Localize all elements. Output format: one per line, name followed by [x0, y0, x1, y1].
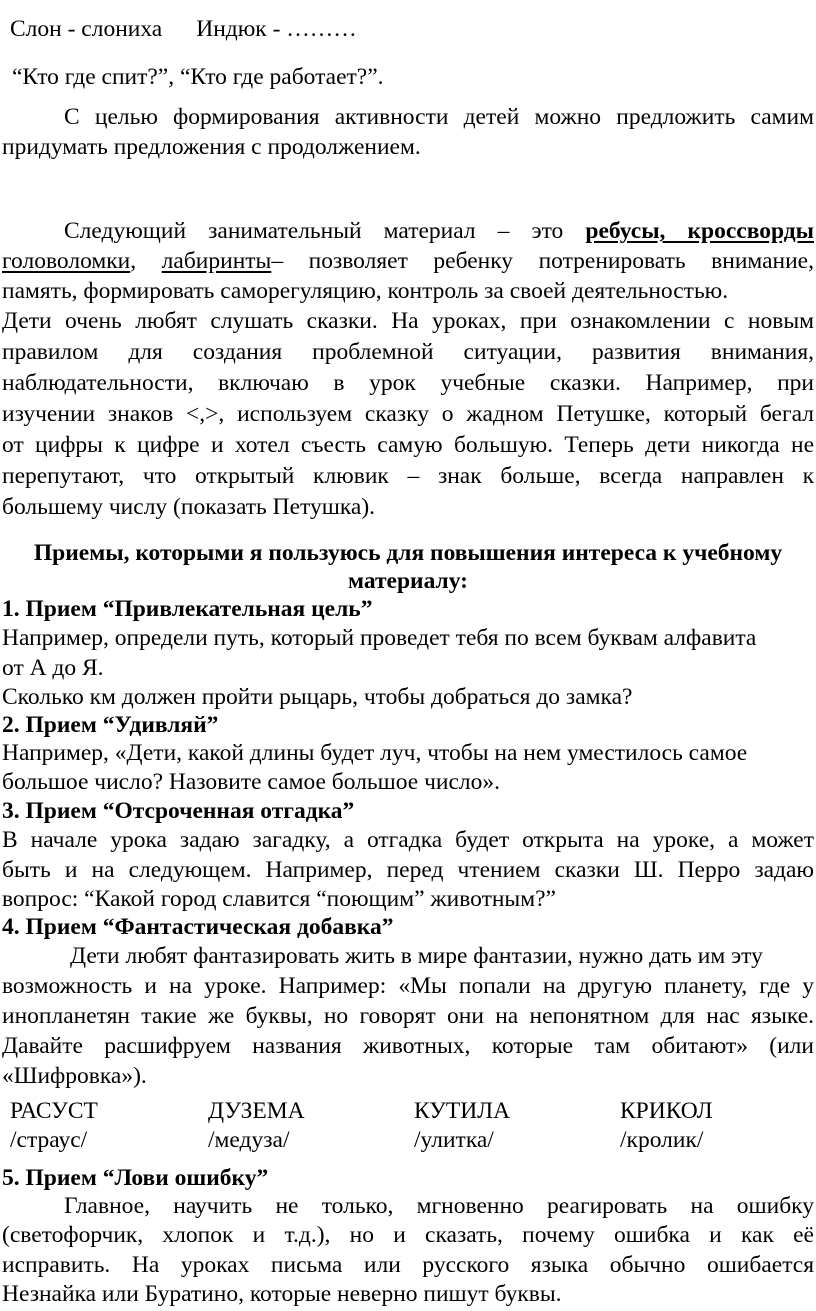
cipher-answer: /улитка/ [414, 1127, 494, 1153]
paragraph-line: быть и на следующем. Например, перед чтением сказки Ш. Перро задаю [2, 857, 814, 883]
underlined-term: головоломки [2, 248, 131, 274]
paragraph-line: Например, определи путь, который проведет тебя по всем буквам алфавита [2, 625, 757, 651]
paragraph-line: от цифры к цифре и хотел съесть самую большую. Теперь дети никогда не [2, 432, 814, 458]
paragraph-line: большое число? Назовите самое большое число». [2, 769, 500, 795]
paragraph-line: (светофорчик, хлопок и т.д.), но и сказать, почему ошибка и как её [2, 1222, 814, 1248]
underlined-term: лабиринты [161, 248, 272, 274]
cipher-word: КРИКОЛ [620, 1098, 713, 1124]
paragraph-line: Главное, научить не только, мгновенно реагировать на ошибку [64, 1193, 814, 1219]
text-line: Индюк - ……… [196, 16, 357, 42]
paragraph-line: В начале урока задаю загадку, а отгадка будет открыта на уроке, а может [2, 827, 814, 853]
paragraph-line: придумать предложения с продолжением. [2, 134, 421, 160]
paragraph-line: Дети любят фантазировать жить в мире фантазии, нужно дать им эту [70, 943, 763, 969]
cipher-word: РАСУСТ [10, 1098, 98, 1124]
paragraph-line [64, 216, 814, 246]
cipher-answer: /кролик/ [620, 1127, 704, 1153]
paragraph-line: исправить. На уроках письма или русского языка обычно ошибается [2, 1252, 814, 1278]
cipher-answer: /медуза/ [208, 1127, 290, 1153]
cipher-answer: /страус/ [10, 1127, 88, 1153]
paragraph-line: наблюдательности, включаю в урок учебные сказки. Например, при [2, 370, 814, 396]
paragraph-line: изучении знаков <,>, используем сказку о жадном Петушке, который бегал [2, 401, 814, 427]
cipher-word: КУТИЛА [414, 1098, 511, 1124]
technique-heading: 5. Прием “Лови ошибку” [2, 1165, 269, 1191]
paragraph-line: Незнайка или Буратино, которые неверно пишут буквы. [2, 1281, 562, 1307]
text-span: – позволяет ребенку потренировать внимание, [271, 248, 814, 274]
text-span: , [130, 248, 162, 274]
cipher-word: ДУЗЕМА [208, 1098, 305, 1124]
technique-heading: 2. Прием “Удивляй” [2, 712, 219, 738]
paragraph-line: Дети очень любят слушать сказки. На уроках, при ознакомлении с новым [2, 308, 814, 334]
example-line [10, 14, 816, 44]
game-titles-line: “Кто где спит?”, “Кто где работает?”. [12, 64, 384, 90]
text-span: Следующий занимательный материал – это [64, 218, 586, 244]
technique-heading: 1. Прием “Привлекательная цель” [2, 596, 373, 622]
paragraph-line: возможность и на уроке. Например: «Мы попали на другую планету, где у [2, 973, 814, 999]
paragraph-line: правилом для создания проблемной ситуации, развития внимания, [2, 339, 814, 365]
paragraph-line: Например, «Дети, какой длины будет луч, чтобы на нем уместилось самое [2, 740, 748, 766]
technique-heading: 3. Прием “Отсроченная отгадка” [2, 798, 355, 824]
paragraph-line: Сколько км должен пройти рыцарь, чтобы добраться до замка? [2, 684, 633, 710]
paragraph-line: память, формировать саморегуляцию, контроль за своей деятельностью. [2, 278, 729, 304]
text-line: Слон - слониха [10, 16, 163, 42]
paragraph-line: инопланетян такие же буквы, но говорят они на непонятном для нас языке. [2, 1003, 814, 1029]
section-heading: материалу: [348, 568, 468, 594]
paragraph-line: перепутают, что открытый клювик – знак больше, всегда направлен к [2, 463, 814, 489]
paragraph-line: от А до Я. [2, 655, 104, 681]
paragraph-line: «Шифровка»). [2, 1063, 147, 1089]
paragraph-line: Давайте расшифруем названия животных, которые там обитают» (или [2, 1033, 814, 1059]
underlined-term: ребусы, кроссворды [585, 218, 814, 244]
paragraph-line: вопрос: “Какой город славится “поющим” животным?” [2, 886, 556, 912]
technique-heading: 4. Прием “Фантастическая добавка” [2, 914, 394, 940]
paragraph-line: С целью формирования активности детей можно предложить самим [64, 104, 814, 130]
paragraph-line [2, 246, 814, 276]
paragraph-line: большему числу (показать Петушка). [2, 494, 376, 520]
section-heading: Приемы, которыми я пользуюсь для повышения интереса к учебному [33, 540, 783, 566]
